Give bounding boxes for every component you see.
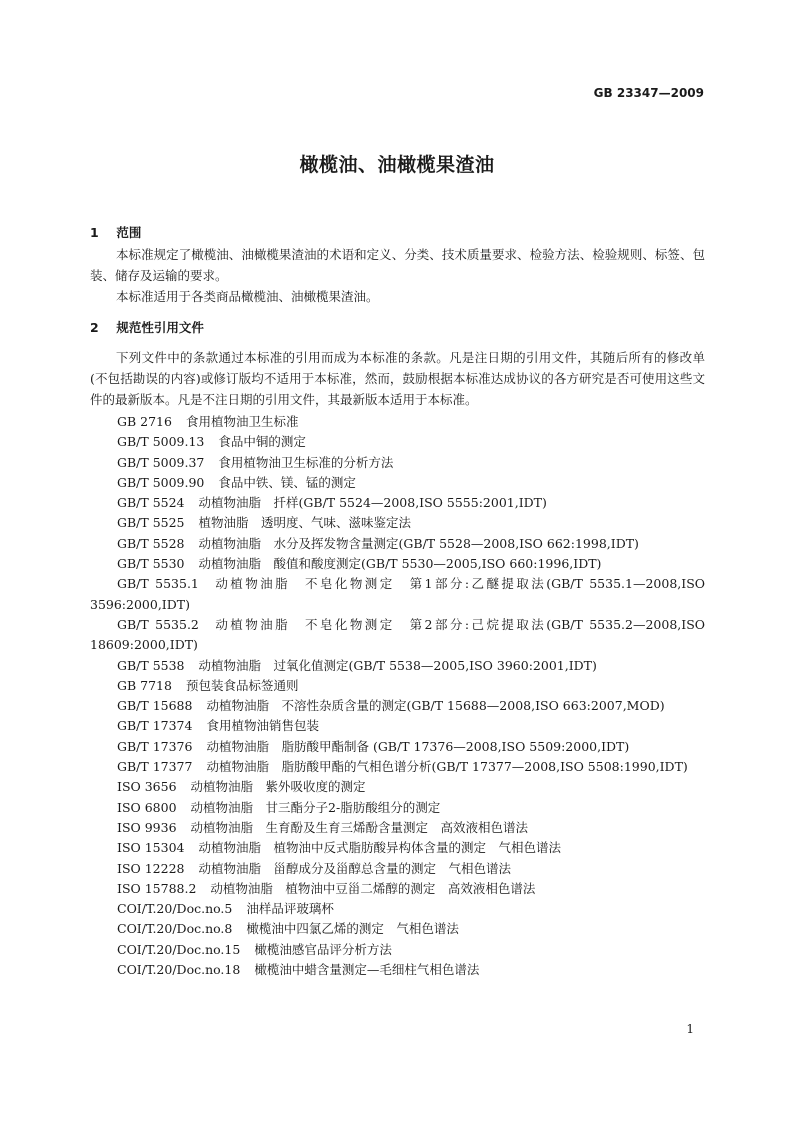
reference-title: 食品中铜的测定 [218,434,306,450]
reference-code: GB/T 5538 [117,657,185,673]
reference-item [90,757,705,777]
reference-code: GB 7718 [117,677,172,693]
reference-code: ISO 3656 [117,779,177,795]
reference-title: 动植物油脂 酸值和酸度测定(GB/T 5530—2005,ISO 660:1996,IDT) [198,556,602,572]
reference-item [90,859,705,879]
reference-title: 橄榄油感官品评分析方法 [254,941,392,957]
section-2-heading [90,317,705,339]
reference-item [90,919,705,939]
reference-title: 动植物油脂 生育酚及生育三烯酚含量测定 高效液相色谱法 [190,819,529,835]
reference-item [90,960,705,980]
reference-item [90,656,705,676]
reference-code: GB/T 5535.2 [117,616,199,632]
reference-title: 动植物油脂 脂肪酸甲酯制备 (GB/T 17376—2008,ISO 5509:2000,IDT) [206,738,630,754]
section-1-paragraph: 本标准规定了橄榄油、油橄榄果渣油的术语和定义、分类、技术质量要求、检验方法、检验规则、标签、包装、储存及运输的要求。 [90,247,705,283]
reference-title: 预包装食品标签通则 [185,677,299,693]
reference-title: 橄榄油中四氯乙烯的测定 气相色谱法 [246,921,459,937]
reference-item [90,473,705,493]
document-body [90,214,705,980]
reference-title: 动植物油脂 植物油中反式脂肪酸异构体含量的测定 气相色谱法 [198,840,562,856]
reference-title: 动植物油脂 不皂化物测定 第2部分:己烷提取法(GB/T 5535.2—2008,ISO 18609:2000,IDT) [90,616,706,653]
reference-item [90,737,705,757]
reference-title: 橄榄油中蜡含量测定—毛细柱气相色谱法 [254,962,480,978]
reference-code: GB/T 5528 [117,535,185,551]
reference-code: COI/T.20/Doc.no.8 [117,921,233,937]
reference-code: ISO 6800 [117,799,177,815]
section-2-title: 规范性引用文件 [116,320,204,335]
reference-code: ISO 15788.2 [117,880,197,896]
reference-item [90,838,705,858]
reference-item [90,534,705,554]
reference-title: 动植物油脂 扦样(GB/T 5524—2008,ISO 5555:2001,IDT) [198,495,547,511]
reference-code: GB/T 5009.90 [117,474,205,490]
reference-code: COI/T.20/Doc.no.18 [117,962,241,978]
reference-code: ISO 15304 [117,840,185,856]
reference-title: 动植物油脂 甘三酯分子2-脂肪酸组分的测定 [190,799,441,815]
reference-code: GB/T 5535.1 [117,576,199,592]
reference-title: 动植物油脂 紫外吸收度的测定 [190,779,366,795]
reference-code: GB/T 17374 [117,718,193,734]
reference-code: GB/T 5525 [117,515,185,531]
reference-title: 动植物油脂 水分及挥发物含量测定(GB/T 5528—2008,ISO 662:1998,IDT) [198,535,639,551]
reference-item [90,899,705,919]
reference-item [90,696,705,716]
section-1-title: 范围 [116,225,142,240]
reference-code: GB/T 5009.37 [117,454,205,470]
standard-number: GB 23347—2009 [593,86,704,100]
reference-item [90,615,705,656]
reference-title: 动植物油脂 不溶性杂质含量的测定(GB/T 15688—2008,ISO 663:2007,MOD) [206,698,665,714]
reference-code: GB/T 15688 [117,698,193,714]
reference-title: 食用植物油卫生标准的分析方法 [218,454,394,470]
reference-code: ISO 9936 [117,819,177,835]
reference-title: 食用植物油卫生标准 [185,414,299,429]
reference-item [90,513,705,533]
reference-title: 动植物油脂 脂肪酸甲酯的气相色谱分析(GB/T 17377—2008,ISO 5508:1990,IDT) [206,759,688,775]
reference-item [90,879,705,899]
section-1-number: 1 [90,225,99,240]
reference-title: 动植物油脂 不皂化物测定 第1部分:乙醚提取法(GB/T 5535.1—2008,ISO 3596:2000,IDT) [90,576,706,612]
reference-code: COI/T.20/Doc.no.15 [117,941,241,957]
reference-title: 食用植物油销售包装 [206,718,319,734]
reference-title: 动植物油脂 植物油中豆甾二烯醇的测定 高效液相色谱法 [210,880,536,896]
reference-code: COI/T.20/Doc.no.5 [117,901,233,917]
reference-code: GB/T 5009.13 [117,434,205,450]
document-title: 橄榄油、油橄榄果渣油 [299,154,495,176]
section-2-intro: 下列文件中的条款通过本标准的引用而成为本标准的条款。凡是注日期的引用文件，其随后所有的修改单(不包括勘误的内容)或修订版均不适用于本标准，然而，鼓励根据本标准达成协议的各方研究是否可使用这些文件的最新版本。凡是不注日期的引用文件，其最新版本适用于本标准。 [90,350,705,407]
reference-title: 食品中铁、镁、锰的测定 [218,474,356,490]
reference-item [90,818,705,838]
reference-item [90,798,705,818]
reference-item [90,493,705,513]
reference-code: GB/T 17376 [117,738,193,754]
page-number: 1 [686,1022,694,1036]
reference-item [90,432,705,452]
reference-item [90,777,705,797]
reference-title: 油样品评玻璃杯 [246,901,334,917]
reference-code: GB/T 17377 [117,759,193,775]
reference-item [90,412,705,432]
reference-item [90,554,705,574]
reference-code: GB/T 5524 [117,495,185,511]
reference-item [90,716,705,736]
reference-list [90,412,705,980]
reference-item [90,453,705,473]
section-1-paragraph: 本标准适用于各类商品橄榄油、油橄榄果渣油。 [116,289,379,304]
section-2-number: 2 [90,320,99,335]
reference-code: GB 2716 [117,414,172,429]
reference-title: 植物油脂 透明度、气味、滋味鉴定法 [198,515,412,531]
section-1-heading [90,222,705,244]
reference-item [90,574,705,615]
reference-code: GB/T 5530 [117,556,185,572]
reference-item [90,940,705,960]
reference-code: ISO 12228 [117,860,185,876]
reference-item [90,676,705,696]
reference-title: 动植物油脂 甾醇成分及甾醇总含量的测定 气相色谱法 [198,860,512,876]
reference-title: 动植物油脂 过氧化值测定(GB/T 5538—2005,ISO 3960:2001,IDT) [198,657,597,673]
